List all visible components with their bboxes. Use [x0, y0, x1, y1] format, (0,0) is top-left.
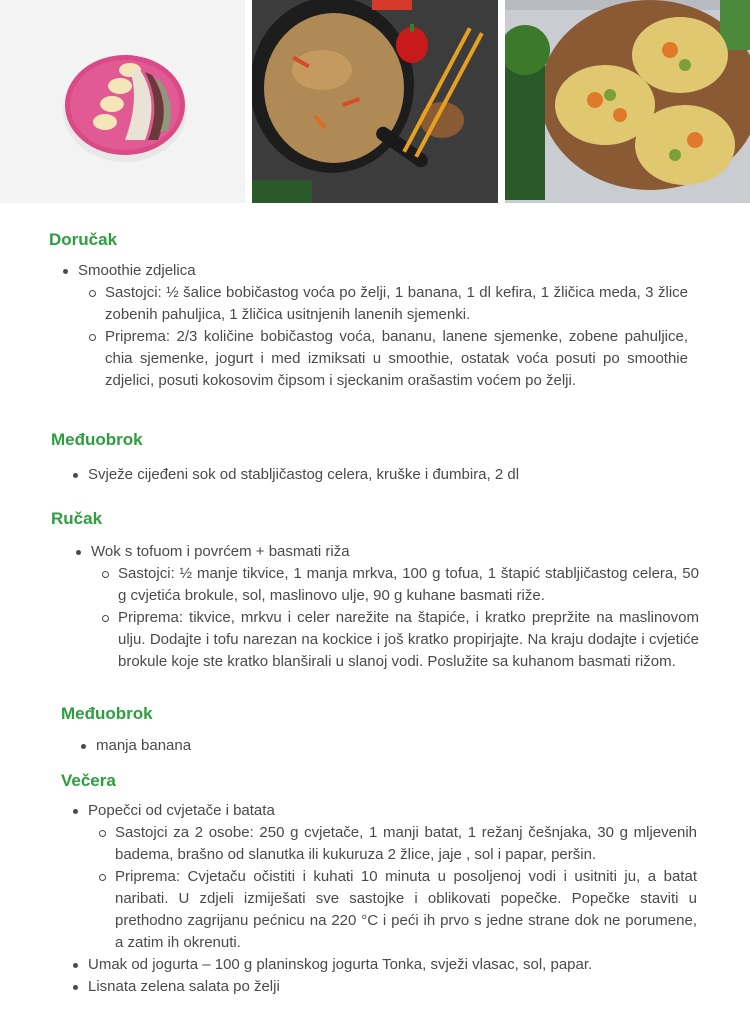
ingredients-text: Sastojci za 2 osobe: 250 g cvjetače, 1 manji batat, 1 režanj češnjaka, 30 g mljevenih badema, brašno od slanutka ili kukuruza 2 žlice, jaje , sol i papar, peršin.	[115, 822, 697, 866]
preparation-text: Priprema: 2/3 količine bobičastog voća, bananu, lanene sjemenke, zobene pahuljice, chia sjemenke, jogurt i med izmiksati u smoothie, ostatak voća posuti po smoothie zdjelici, posuti kokosovim čipsom i sjeckanim orašastim voćem po želji.	[105, 326, 688, 392]
list-item	[78, 260, 688, 392]
meal-item-wok: Wok s tofuom i povrćem + basmati riža	[91, 543, 350, 560]
list-item	[91, 541, 699, 673]
wok-stir-fry-photo	[252, 0, 498, 203]
preparation-text: Priprema: Cvjetaču očistiti i kuhati 10 minuta u posoljenoj vodi i usitniti ju, a batat naribati. U zdjeli izmiješati sve sastojke i oblikovati popečke. Popečke staviti u prethodno zagrijanu pećnicu na 220 °C i peći ih prvo s jedne strane dok ne porumene, a zatim ih okrenuti.	[115, 866, 697, 954]
ingredients-text: Sastojci: ½ šalice bobičastog voća po želji, 1 banana, 1 dl kefira, 1 žličica meda, 3 žlice zobenih pahuljica, 1 žličica usitnjenih lanenih sjemenki.	[105, 282, 688, 326]
section-meduobrok-2	[96, 735, 696, 757]
heading-rucak: Ručak	[51, 509, 103, 528]
meal-item-salad: Lisnata zelena salata po želji	[88, 976, 697, 998]
section-vecera	[88, 800, 697, 998]
preparation-text: Priprema: tikvice, mrkvu i celer narežite na štapiće, i kratko prepržite na maslinovom ulju. Dodajte i tofu narezan na kockice i još kratko propirjajte. Na kraju dodajte i cvjetiće brokule koje ste kratko blanširali u slanoj vodi. Poslužite sa kuhanom basmati rižom.	[118, 607, 699, 673]
heading-meduobrok-2: Međuobrok	[61, 704, 153, 723]
cauliflower-patties-photo	[505, 0, 750, 203]
section-dorucak	[78, 260, 688, 392]
smoothie-bowl-photo	[0, 0, 245, 203]
section-meduobrok-1	[88, 464, 698, 486]
meal-item-smoothie: Smoothie zdjelica	[78, 262, 196, 279]
section-rucak	[91, 541, 699, 673]
ingredients-text: Sastojci: ½ manje tikvice, 1 manja mrkva, 100 g tofua, 1 štapić stabljičastog celera, 50 g cvjetića brokule, sol, maslinovo ulje, 90 g kuhane basmati riže.	[118, 563, 699, 607]
meal-item-patties: Popečci od cvjetače i batata	[88, 802, 275, 819]
list-item	[88, 800, 697, 954]
meal-item-juice: Svježe cijeđeni sok od stabljičastog celera, kruške i đumbira, 2 dl	[88, 464, 698, 486]
meal-item-banana: manja banana	[96, 735, 696, 757]
heading-dorucak: Doručak	[49, 230, 118, 249]
heading-meduobrok-1: Međuobrok	[51, 430, 143, 449]
heading-vecera: Večera	[61, 771, 116, 790]
meal-item-yogurt-sauce: Umak od jogurta – 100 g planinskog jogurta Tonka, svježi vlasac, sol, papar.	[88, 954, 697, 976]
